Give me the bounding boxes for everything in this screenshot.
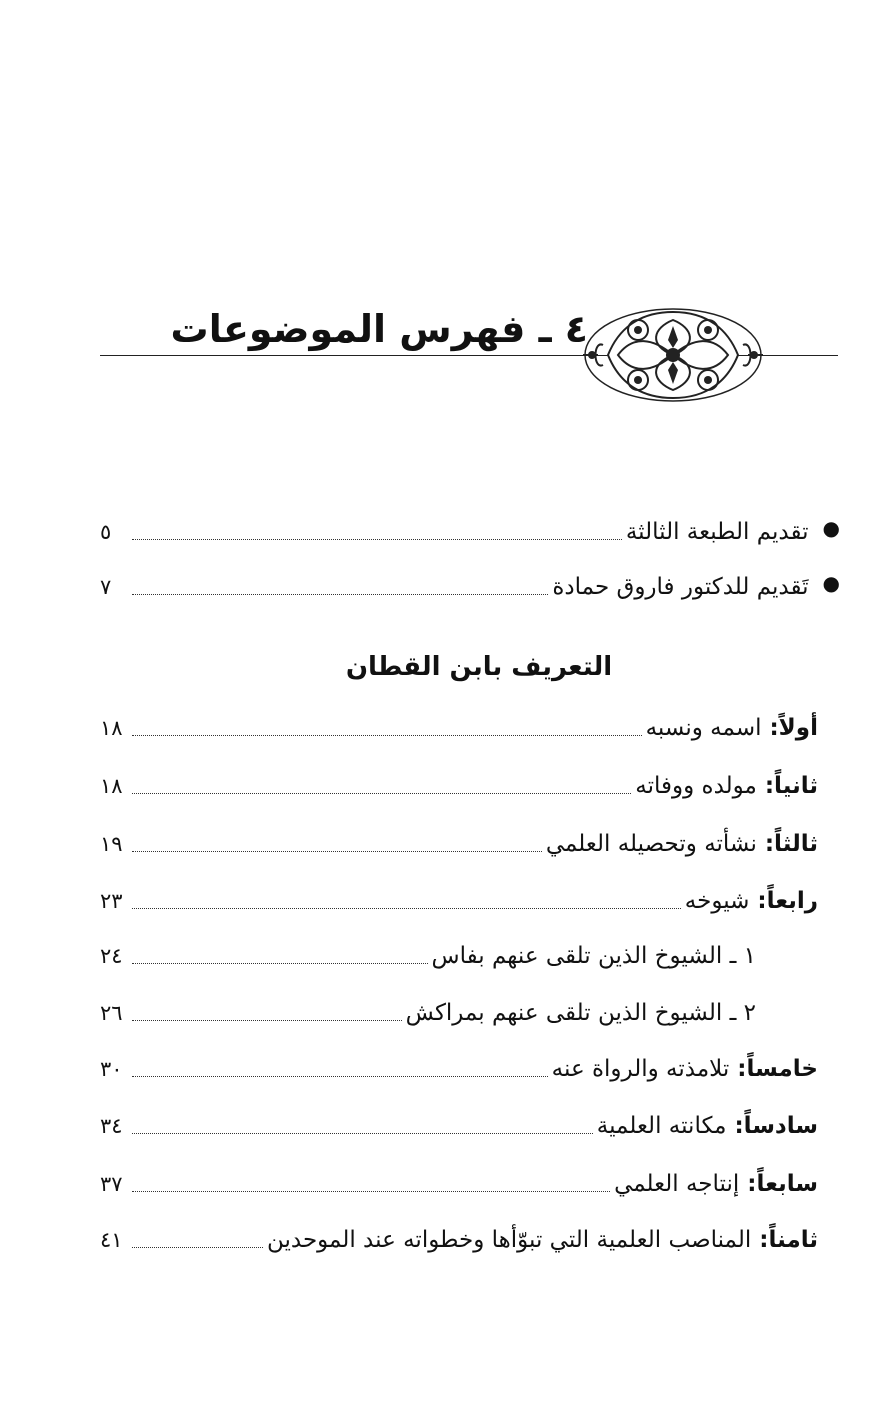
arabesque-ornament-icon: [578, 300, 768, 410]
toc-entry: [100, 1045, 818, 1085]
entry-ordinal: ثامناً:: [759, 1227, 818, 1253]
dot-leader: [132, 1132, 593, 1134]
page-title: ٤ ـ فهرس الموضوعات: [170, 307, 588, 351]
toc-entry: [100, 508, 840, 548]
toc-entry: [100, 820, 818, 860]
toc-subentry: [100, 989, 818, 1029]
entry-text: ١ ـ الشيوخ الذين تلقى عنهم بفاس: [431, 943, 756, 969]
entry-title: [552, 571, 808, 603]
dot-leader: [132, 1019, 402, 1021]
entry-title: [267, 1224, 818, 1256]
entry-title: [552, 1053, 818, 1085]
entry-text: تلامذته والرواة عنه: [551, 1056, 730, 1082]
entry-text: تقديم الطبعة الثالثة: [625, 519, 809, 545]
entry-ordinal: ثالثاً:: [764, 831, 818, 857]
dot-leader: [132, 962, 428, 964]
dot-leader: [132, 734, 642, 736]
toc-entry: [100, 1216, 818, 1256]
page-number: ٧: [100, 575, 112, 599]
entry-text: إنتاجه العلمي: [614, 1171, 740, 1197]
section-heading: التعريف بابن القطان: [345, 652, 613, 682]
page-number: ٢٤: [100, 944, 123, 968]
bullet-icon: ●: [822, 516, 840, 540]
entry-text: مكانته العلمية: [596, 1113, 727, 1139]
page-number: ١٩: [100, 832, 123, 856]
page-number: ٥: [100, 520, 112, 544]
entry-text: المناصب العلمية التي تبوّأها وخطواته عند الموحدين: [266, 1227, 752, 1253]
entry-title: [646, 712, 818, 744]
dot-leader: [132, 538, 622, 540]
entry-ordinal: ثانياً:: [764, 773, 818, 799]
entry-title: [635, 770, 818, 802]
page-number: ٣٠: [100, 1057, 123, 1081]
entry-ordinal: أولاً:: [769, 715, 818, 741]
entry-text: اسمه ونسبه: [645, 715, 762, 741]
dot-leader: [132, 850, 542, 852]
page-number: ٣٤: [100, 1114, 123, 1138]
entry-text: مولده ووفاته: [635, 773, 757, 799]
page-number: ٣٧: [100, 1172, 123, 1196]
page-number: ٤١: [100, 1228, 123, 1252]
dot-leader: [132, 907, 681, 909]
entry-ordinal: سابعاً:: [747, 1171, 818, 1197]
page-header: [100, 300, 838, 410]
page-number: ٢٦: [100, 1001, 123, 1025]
entry-text: تَقديم للدكتور فاروق حمادة: [552, 574, 809, 600]
toc-entry: [100, 1102, 818, 1142]
entry-title: [614, 1168, 818, 1200]
entry-title: [626, 516, 809, 548]
dot-leader: [132, 1246, 263, 1248]
entry-ordinal: خامساً:: [737, 1056, 818, 1082]
entry-title: [597, 1110, 818, 1142]
dot-leader: [132, 792, 631, 794]
entry-text: ٢ ـ الشيوخ الذين تلقى عنهم بمراكش: [405, 1000, 756, 1026]
dot-leader: [132, 1190, 610, 1192]
entry-text: نشأته وتحصيله العلمي: [545, 831, 757, 857]
entry-ordinal: رابعاً:: [757, 888, 818, 914]
dot-leader: [132, 593, 548, 595]
toc-entry: [100, 877, 818, 917]
toc-subentry: [100, 932, 818, 972]
entry-ordinal: سادساً:: [734, 1113, 818, 1139]
toc-entry: [100, 704, 818, 744]
entry-title: [432, 940, 756, 972]
page-number: ١٨: [100, 774, 123, 798]
dot-leader: [132, 1075, 548, 1077]
toc-entry: [100, 1160, 818, 1200]
entry-title: [685, 885, 818, 917]
entry-title: [546, 828, 818, 860]
toc-entry: [100, 563, 840, 603]
entry-title: [406, 997, 756, 1029]
bullet-icon: ●: [822, 571, 840, 595]
page-number: ١٨: [100, 716, 123, 740]
page-number: ٢٣: [100, 889, 123, 913]
entry-text: شيوخه: [684, 888, 750, 914]
toc-entry: [100, 762, 818, 802]
